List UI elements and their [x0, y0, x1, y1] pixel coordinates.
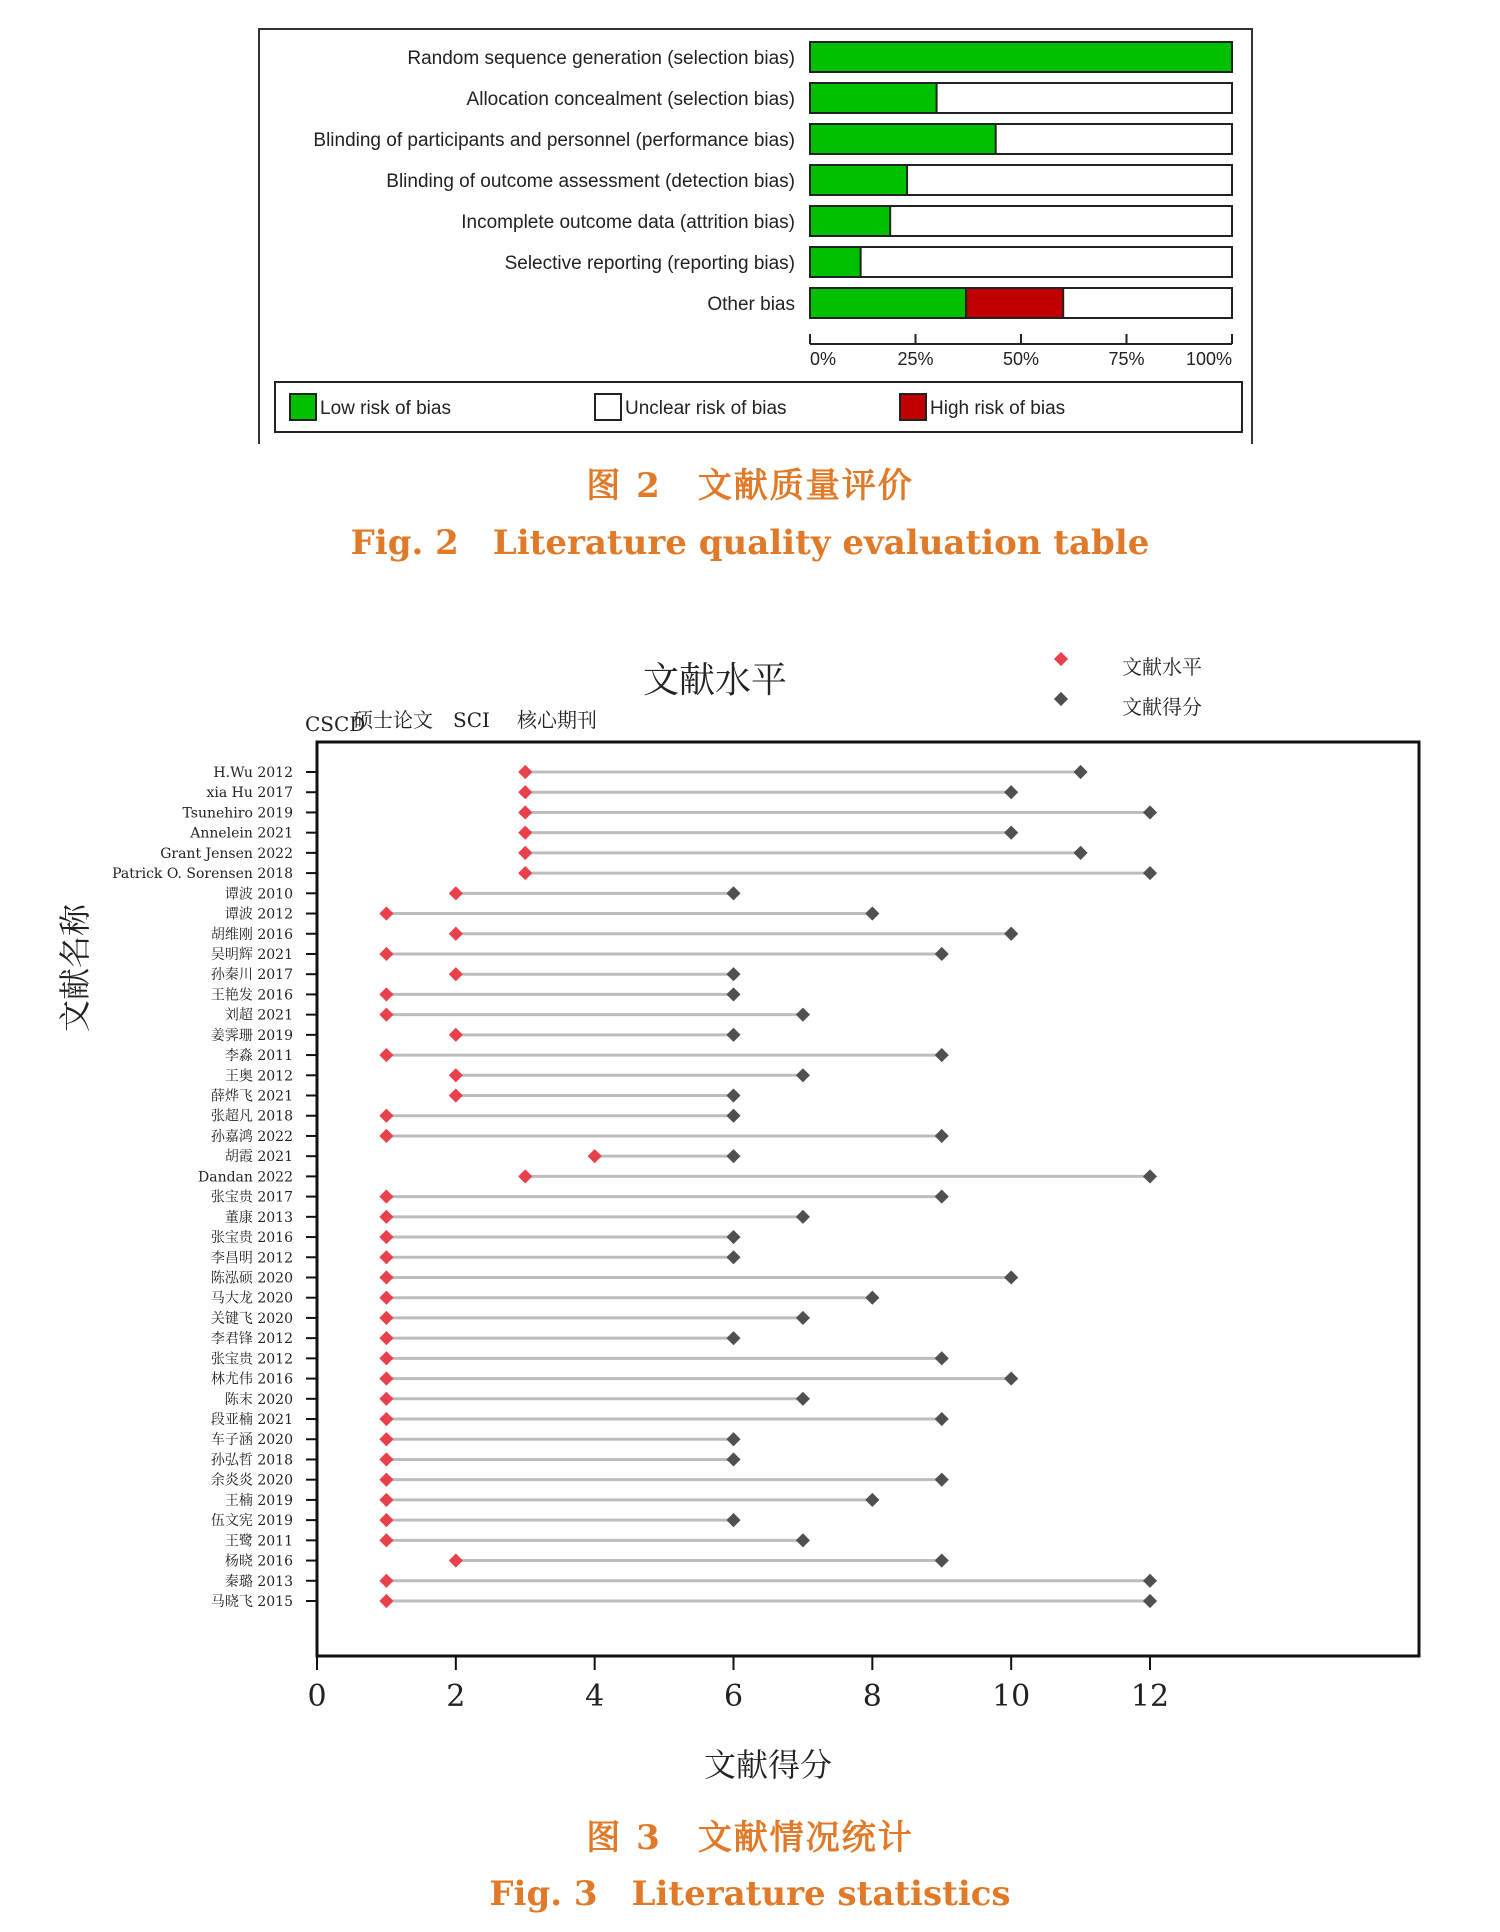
x-tick-label: 75%: [1108, 349, 1145, 369]
chart-title: 文献水平: [642, 660, 788, 701]
y-tick-label: 薛烨飞 2021: [210, 1088, 293, 1105]
fig3-caption-cn: 图 3 文献情况统计: [586, 1818, 914, 1858]
y-tick-label: 王鹭 2011: [224, 1533, 293, 1550]
y-axis-label: 文献名称: [56, 903, 94, 1033]
category-label: Selective reporting (reporting bias): [504, 253, 795, 274]
category-label: Blinding of participants and personnel (performance bias): [313, 130, 795, 151]
y-tick-label: Dandan 2022: [198, 1169, 293, 1186]
level-label: 核心期刊: [517, 708, 597, 732]
legend-label: Unclear risk of bias: [625, 398, 787, 419]
legend-swatch: [595, 394, 621, 420]
y-tick-label: 马大龙 2020: [210, 1290, 293, 1307]
low-bar-segment: [810, 247, 861, 277]
y-tick-label: xia Hu 2017: [206, 785, 293, 802]
y-tick-label: 李君锋 2012: [210, 1331, 293, 1348]
x-tick-label: 2: [446, 1679, 466, 1714]
y-tick-label: 王楠 2019: [224, 1492, 293, 1509]
y-tick-label: Tsunehiro 2019: [182, 805, 293, 822]
x-tick-label: 100%: [1185, 349, 1232, 369]
y-tick-label: 段亚楠 2021: [210, 1412, 293, 1429]
level-label: 硕士论文: [353, 708, 433, 732]
x-tick-label: 8: [862, 1679, 882, 1714]
low-bar-segment: [810, 165, 907, 195]
y-tick-label: 吴明辉 2021: [210, 946, 293, 963]
low-bar-segment: [810, 83, 937, 113]
risk-of-bias-chart: [258, 28, 1253, 444]
fig2-caption-cn: 图 2 文献质量评价: [586, 466, 914, 506]
x-tick-label: 25%: [897, 349, 934, 369]
legend-label: Low risk of bias: [320, 398, 451, 419]
legend-label: 文献得分: [1122, 695, 1202, 719]
fig2-caption-en: Fig. 2 Literature quality evaluation table: [350, 523, 1150, 563]
y-tick-label: 陈末 2020: [224, 1391, 293, 1408]
x-axis-label: 文献得分: [703, 1746, 833, 1784]
literature-statistics-chart: [56, 626, 1450, 1796]
y-tick-label: 车子涵 2020: [210, 1432, 293, 1449]
y-tick-label: 胡维刚 2016: [210, 926, 293, 943]
y-tick-label: 胡霞 2021: [224, 1149, 293, 1166]
legend-swatch: [900, 394, 926, 420]
y-tick-label: 张宝贵 2012: [210, 1351, 293, 1368]
x-tick-label: 0%: [810, 349, 837, 369]
fig3-caption-en: Fig. 3 Literature statistics: [489, 1874, 1011, 1914]
y-tick-label: 董康 2013: [224, 1209, 293, 1226]
x-tick-label: 0: [307, 1679, 327, 1714]
literature-statistics-svg: [56, 626, 1450, 1796]
legend-label: 文献水平: [1122, 655, 1202, 679]
y-tick-label: 孙秦川 2017: [210, 967, 293, 984]
low-bar-segment: [810, 288, 966, 318]
y-tick-label: 王奥 2012: [224, 1068, 293, 1085]
y-tick-label: 杨晓 2016: [224, 1553, 293, 1570]
legend-swatch: [290, 394, 316, 420]
y-tick-label: Grant Jensen 2022: [160, 845, 293, 862]
category-label: Random sequence generation (selection bias): [407, 48, 795, 69]
y-tick-label: 秦璐 2013: [224, 1573, 293, 1590]
y-tick-label: Annelein 2021: [190, 825, 293, 842]
high-bar-segment: [966, 288, 1063, 318]
y-tick-label: 谭波 2012: [224, 906, 293, 923]
unclear-bar-segment: [810, 247, 1232, 277]
y-tick-label: 余炎炎 2020: [210, 1472, 293, 1489]
x-tick-label: 50%: [1002, 349, 1040, 369]
y-tick-label: 林尤伟 2016: [210, 1371, 293, 1388]
y-tick-label: 李淼 2011: [224, 1048, 293, 1065]
legend-label: High risk of bias: [930, 398, 1066, 419]
x-tick-label: 12: [1130, 1679, 1170, 1714]
y-tick-label: 李昌明 2012: [210, 1250, 293, 1267]
y-tick-label: 伍文宪 2019: [210, 1513, 293, 1530]
category-label: Other bias: [707, 294, 795, 315]
y-tick-label: 孙嘉鸿 2022: [210, 1128, 293, 1145]
low-bar-segment: [810, 42, 1232, 72]
y-tick-label: H.Wu 2012: [213, 765, 293, 781]
category-label: Incomplete outcome data (attrition bias): [461, 212, 795, 233]
y-tick-label: 谭波 2010: [224, 886, 293, 903]
risk-of-bias-svg: [260, 30, 1255, 446]
y-tick-label: 张超凡 2018: [210, 1108, 293, 1125]
x-tick-label: 4: [585, 1679, 605, 1714]
low-bar-segment: [810, 124, 996, 154]
level-label: CSCD: [305, 712, 366, 736]
category-label: Blinding of outcome assessment (detection bias): [386, 171, 795, 192]
level-label: SCI: [453, 708, 490, 732]
y-tick-label: 刘超 2021: [224, 1007, 293, 1024]
y-tick-label: 陈泓硕 2020: [210, 1270, 293, 1287]
y-tick-label: 马晓飞 2015: [210, 1594, 293, 1610]
y-tick-label: 张宝贵 2017: [210, 1189, 293, 1206]
y-tick-label: Patrick O. Sorensen 2018: [112, 866, 293, 883]
y-tick-label: 王艳发 2016: [210, 987, 293, 1004]
y-tick-label: 张宝贵 2016: [210, 1230, 293, 1247]
x-tick-label: 6: [723, 1679, 744, 1714]
category-label: Allocation concealment (selection bias): [466, 89, 795, 110]
low-bar-segment: [810, 206, 890, 236]
y-tick-label: 姜霁珊 2019: [210, 1027, 293, 1044]
y-tick-label: 关键飞 2020: [210, 1310, 293, 1327]
x-tick-label: 10: [992, 1679, 1031, 1714]
y-tick-label: 孙弘哲 2018: [210, 1452, 293, 1469]
